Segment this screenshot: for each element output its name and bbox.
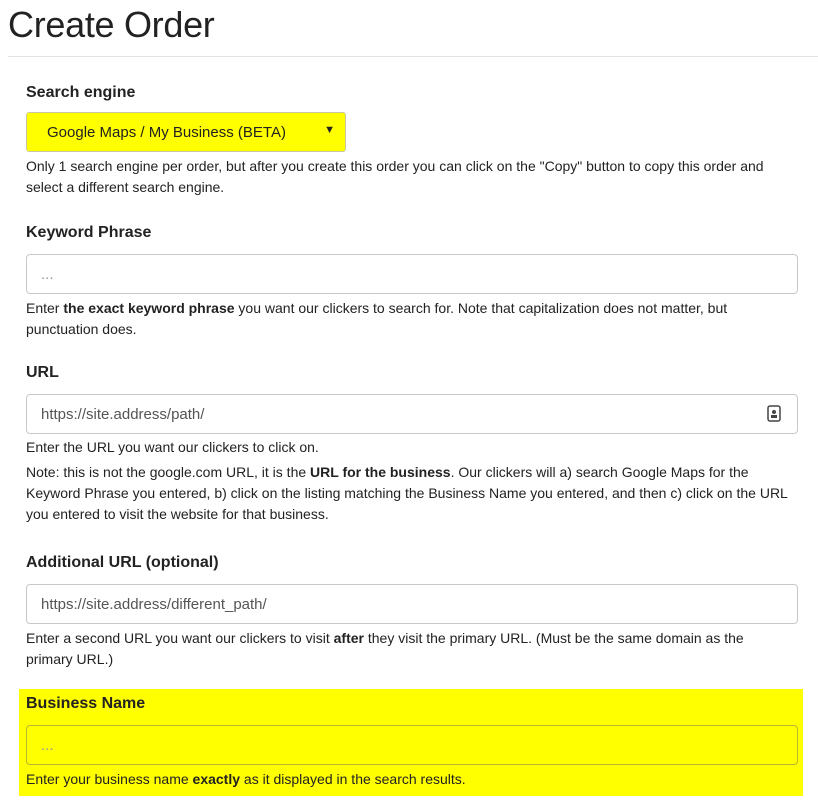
business-name-input[interactable]	[26, 725, 798, 765]
caret-down-icon: ▼	[324, 124, 335, 136]
title-divider	[8, 56, 818, 57]
keyword-phrase-help-pre: Enter	[26, 300, 64, 316]
url-group	[26, 364, 802, 522]
business-name-placeholder: ...	[41, 736, 54, 754]
url-help-1: Enter the URL you want our clickers to click on.	[26, 439, 319, 455]
additional-url-group	[26, 554, 802, 667]
url-help-2-pre: Note: this is not the google.com URL, it is the	[26, 464, 311, 480]
keyword-phrase-label: Keyword Phrase	[26, 224, 152, 241]
additional-url-placeholder: https://site.address/different_path/	[41, 595, 267, 613]
additional-url-input[interactable]	[26, 584, 798, 624]
url-label: URL	[26, 364, 59, 381]
search-engine-select[interactable]	[26, 112, 346, 152]
keyword-phrase-help-post: you want our clickers to search for. Note that capitalization does not matter, but punctuation does.	[26, 300, 728, 337]
keyword-phrase-placeholder: ...	[41, 265, 54, 283]
business-name-help-pre: Enter your business name	[26, 771, 193, 787]
business-name-help	[26, 769, 786, 790]
url-help-2	[26, 462, 796, 525]
page-title: Create Order	[8, 4, 215, 45]
url-help-2-bold: URL for the business	[310, 464, 451, 480]
url-input[interactable]	[26, 394, 798, 434]
keyword-phrase-help	[26, 298, 786, 340]
search-engine-group	[26, 84, 802, 195]
business-name-highlight	[19, 689, 803, 796]
business-name-group	[26, 695, 802, 787]
additional-url-help-post: they visit the primary URL. (Must be the same domain as the primary URL.)	[26, 630, 744, 667]
search-engine-help: Only 1 search engine per order, but after you create this order you can click on the "Copy" button to copy this order and select a different search engine.	[26, 158, 764, 195]
additional-url-label: Additional URL (optional)	[26, 554, 219, 571]
business-name-help-post: as it displayed in the search results.	[240, 771, 466, 787]
business-name-help-bold: exactly	[192, 771, 241, 787]
business-name-label: Business Name	[26, 695, 146, 712]
keyword-phrase-help-bold: the exact keyword phrase	[63, 300, 235, 316]
search-engine-selected-value: Google Maps / My Business (BETA)	[47, 123, 286, 141]
keyword-phrase-group	[26, 224, 802, 337]
url-placeholder: https://site.address/path/	[41, 405, 205, 423]
additional-url-help-pre: Enter a second URL you want our clickers to visit	[26, 630, 334, 646]
additional-url-help-bold: after	[333, 630, 364, 646]
additional-url-help	[26, 628, 766, 670]
contact-card-icon[interactable]	[767, 405, 781, 422]
keyword-phrase-input[interactable]	[26, 254, 798, 294]
url-help-2-post: . Our clickers will a) search Google Maps for the Keyword Phrase you entered, b) click on the listing matching the Business Name you entered, and then c) click on the URL you entered to visit the website for that business.	[26, 464, 788, 522]
search-engine-label: Search engine	[26, 84, 136, 101]
